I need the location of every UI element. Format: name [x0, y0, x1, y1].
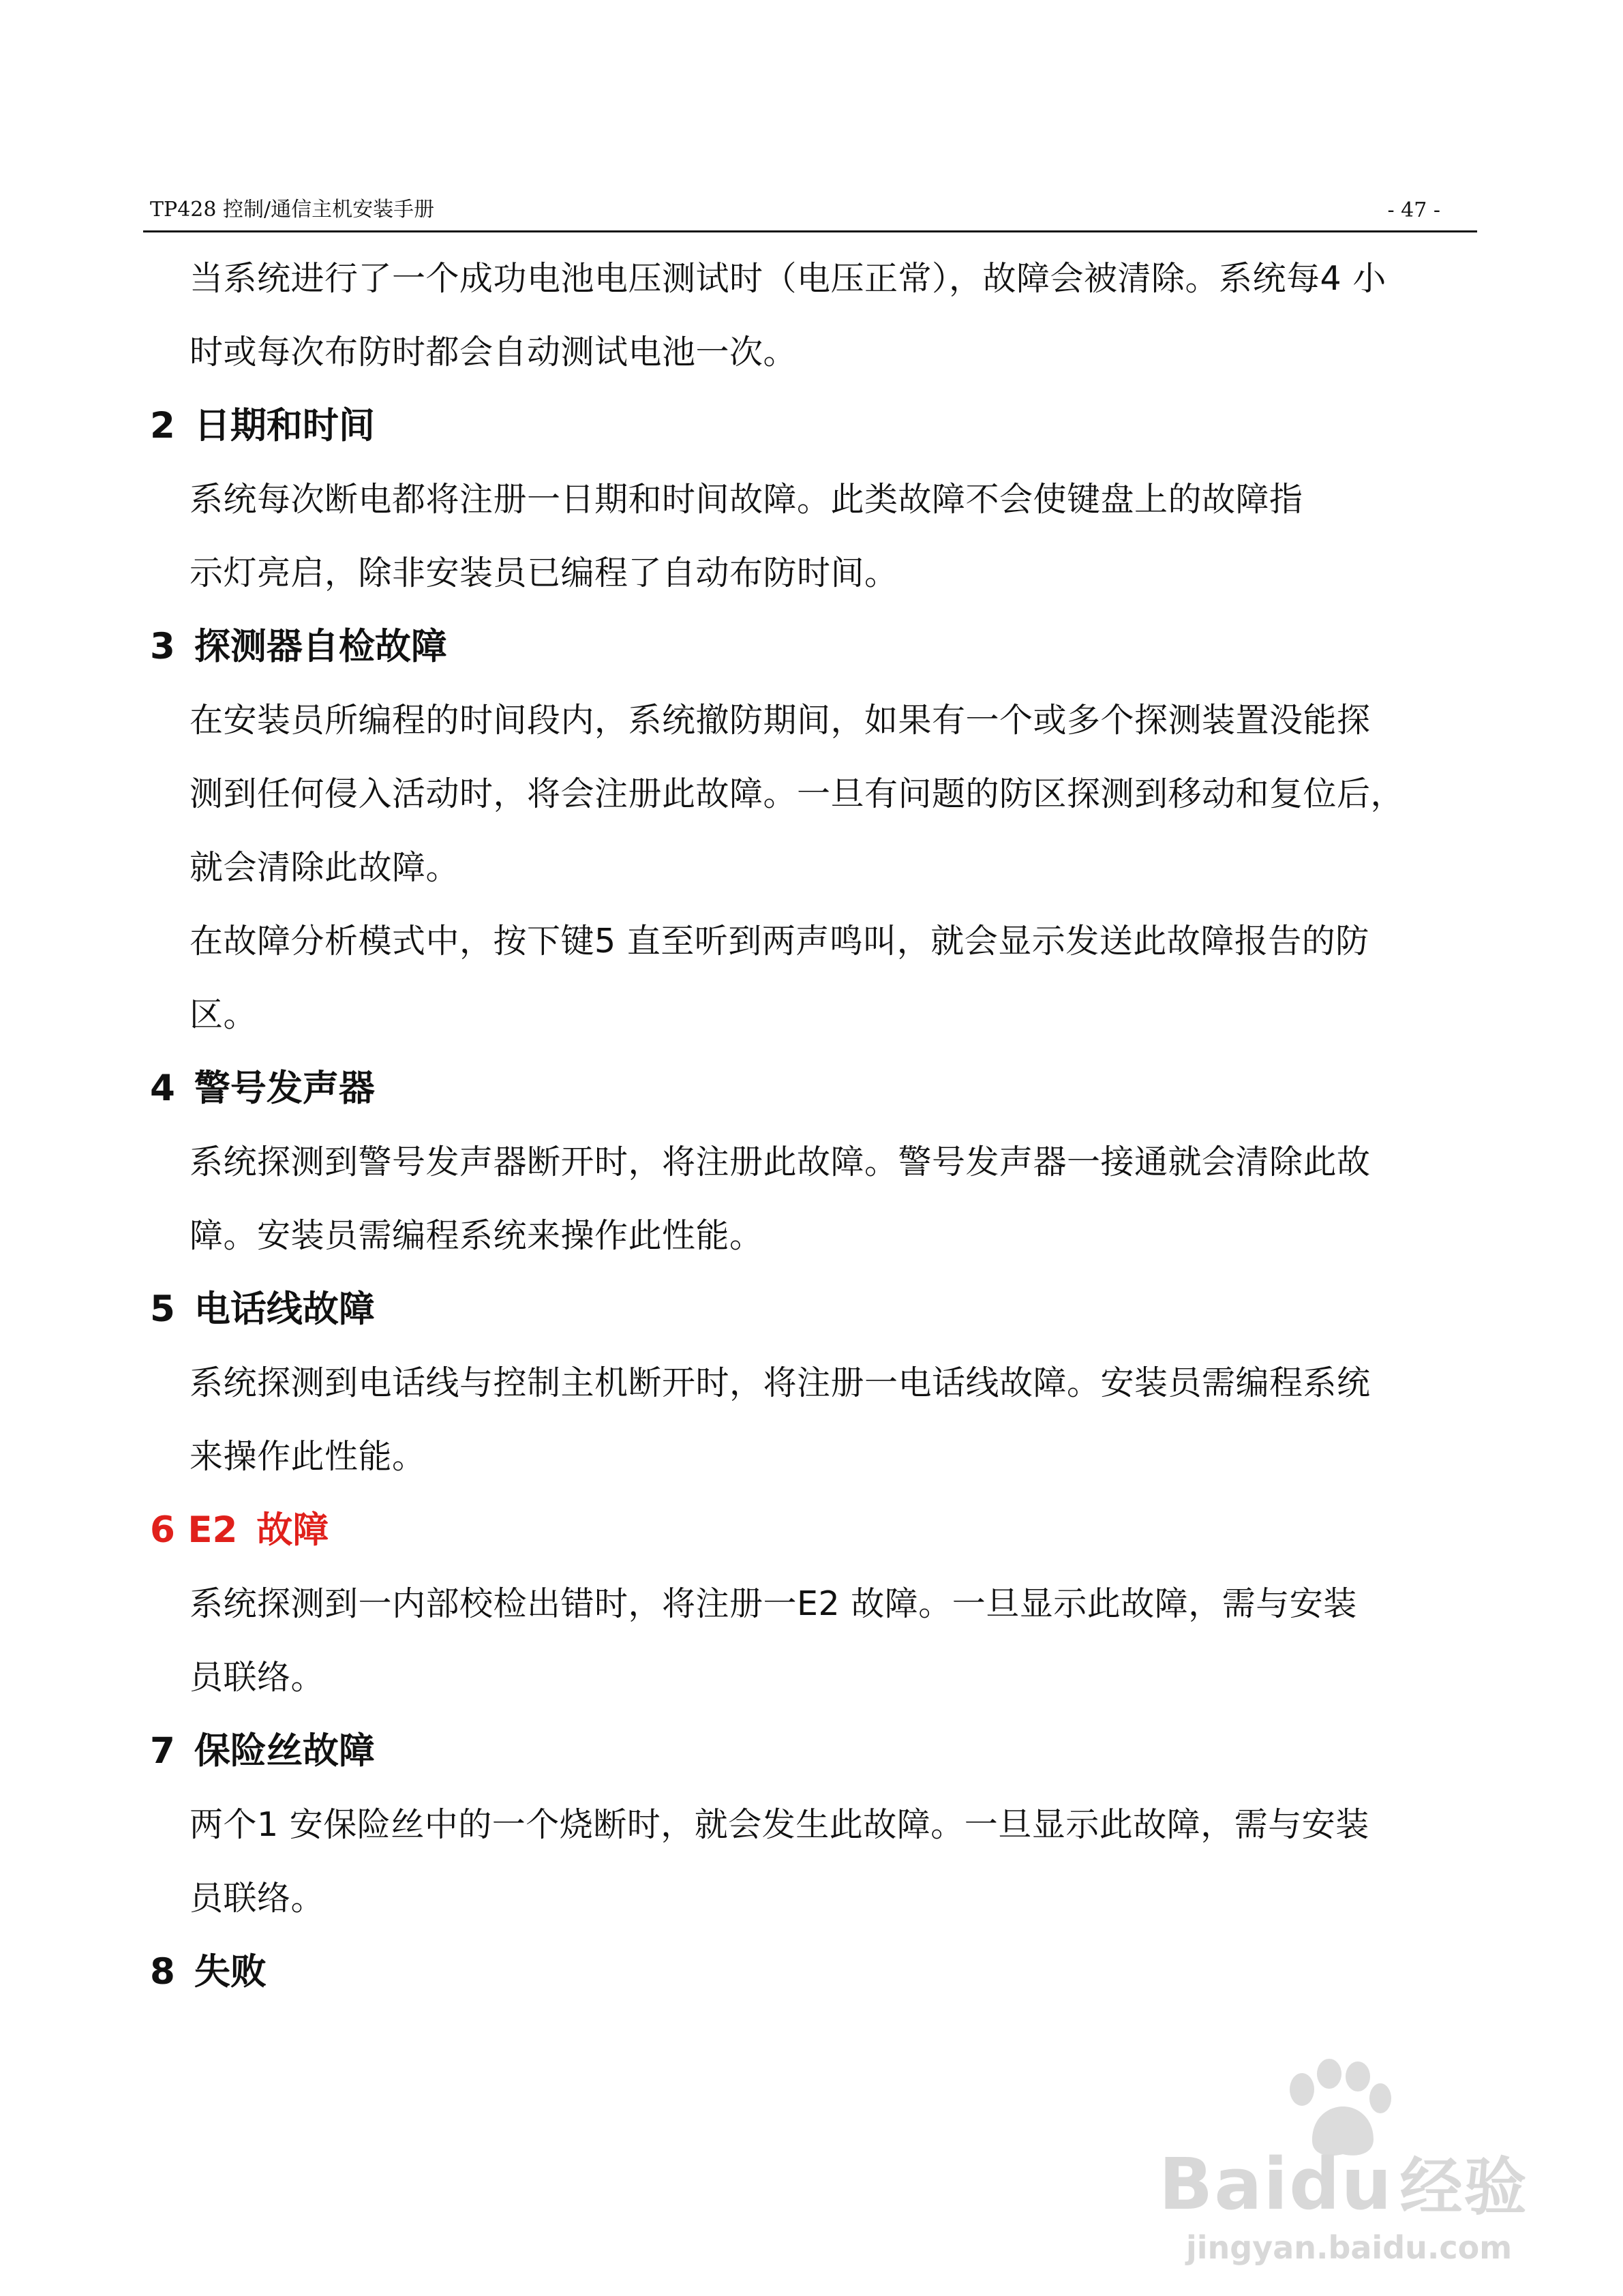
paragraph-line: 员联络。	[189, 1658, 325, 1697]
section-title: 保险丝故障	[194, 1730, 375, 1772]
section-number: 3	[150, 626, 175, 667]
section-number: 4	[150, 1068, 175, 1109]
section-heading-7	[143, 1715, 1479, 1788]
watermark-brand-bai: Bai	[1159, 2143, 1290, 2226]
paragraph-line: 两个1 安保险丝中的一个烧断时，就会发生此故障。一旦显示此故障，需与安装	[189, 1805, 1369, 1844]
section-title: 电话线故障	[194, 1288, 375, 1330]
paragraph-line: 障。安装员需编程系统来操作此性能。	[189, 1216, 763, 1255]
section-number: 6 E2	[150, 1509, 238, 1551]
watermark-brand-cn: 经验	[1399, 2151, 1528, 2224]
section-title: 日期和时间	[194, 405, 375, 447]
document-body	[143, 242, 1479, 2009]
section-heading-2	[143, 389, 1479, 463]
page-number: - 47 -	[1387, 198, 1440, 222]
baidu-jingyan-watermark	[1159, 2059, 1541, 2266]
paragraph-line: 在故障分析模式中，按下键5 直至听到两声鸣叫，就会显示发送此故障报告的防	[189, 922, 1369, 961]
section-title: 探测器自检故障	[194, 626, 447, 667]
section-heading-5	[143, 1273, 1479, 1346]
watermark-brand-du: du	[1289, 2143, 1393, 2226]
paragraph-line: 员联络。	[189, 1879, 325, 1918]
paragraph-line: 来操作此性能。	[189, 1437, 426, 1476]
header-title: TP428 控制/通信主机安装手册	[150, 198, 435, 222]
section-heading-8	[143, 1935, 1479, 2009]
watermark-url: jingyan.baidu.com	[1186, 2229, 1513, 2266]
section-number: 8	[150, 1951, 175, 1993]
section-number: 7	[150, 1730, 175, 1772]
paragraph-line: 时或每次布防时都会自动测试电池一次。	[189, 333, 798, 372]
paragraph-line: 示灯亮启，除非安装员已编程了自动布防时间。	[189, 554, 898, 592]
paragraph-line: 系统探测到警号发声器断开时，将注册此故障。警号发声器一接通就会清除此故	[189, 1143, 1371, 1181]
paragraph-line: 当系统进行了一个成功电池电压测试时（电压正常），故障会被清除。系统每4 小	[189, 259, 1386, 298]
paragraph-line: 区。	[189, 995, 258, 1034]
paragraph-line: 就会清除此故障。	[189, 848, 460, 887]
section-heading-3	[143, 610, 1479, 684]
watermark-brand	[1159, 2137, 1528, 2227]
paragraph-line: 测到任何侵入活动时，将会注册此故障。一旦有问题的防区探测到移动和复位后，	[189, 774, 1405, 813]
section-number: 5	[150, 1288, 175, 1330]
paragraph-line: 系统探测到电话线与控制主机断开时，将注册一电话线故障。安装员需编程系统	[189, 1363, 1371, 1402]
section-heading-6	[143, 1494, 1479, 1567]
section-heading-4	[143, 1052, 1479, 1126]
paragraph-line: 在安装员所编程的时间段内，系统撤防期间，如果有一个或多个探测装置没能探	[189, 701, 1371, 740]
section-title: 失败	[194, 1951, 267, 1993]
section-number: 2	[150, 405, 175, 447]
page-header	[143, 190, 1477, 232]
section-title: 故障	[256, 1509, 329, 1551]
paragraph-line: 系统每次断电都将注册一日期和时间故障。此类故障不会使键盘上的故障指	[189, 480, 1303, 519]
paragraph-line: 系统探测到一内部校检出错时，将注册一E2 故障。一旦显示此故障，需与安装	[189, 1584, 1357, 1623]
section-title: 警号发声器	[194, 1068, 375, 1109]
